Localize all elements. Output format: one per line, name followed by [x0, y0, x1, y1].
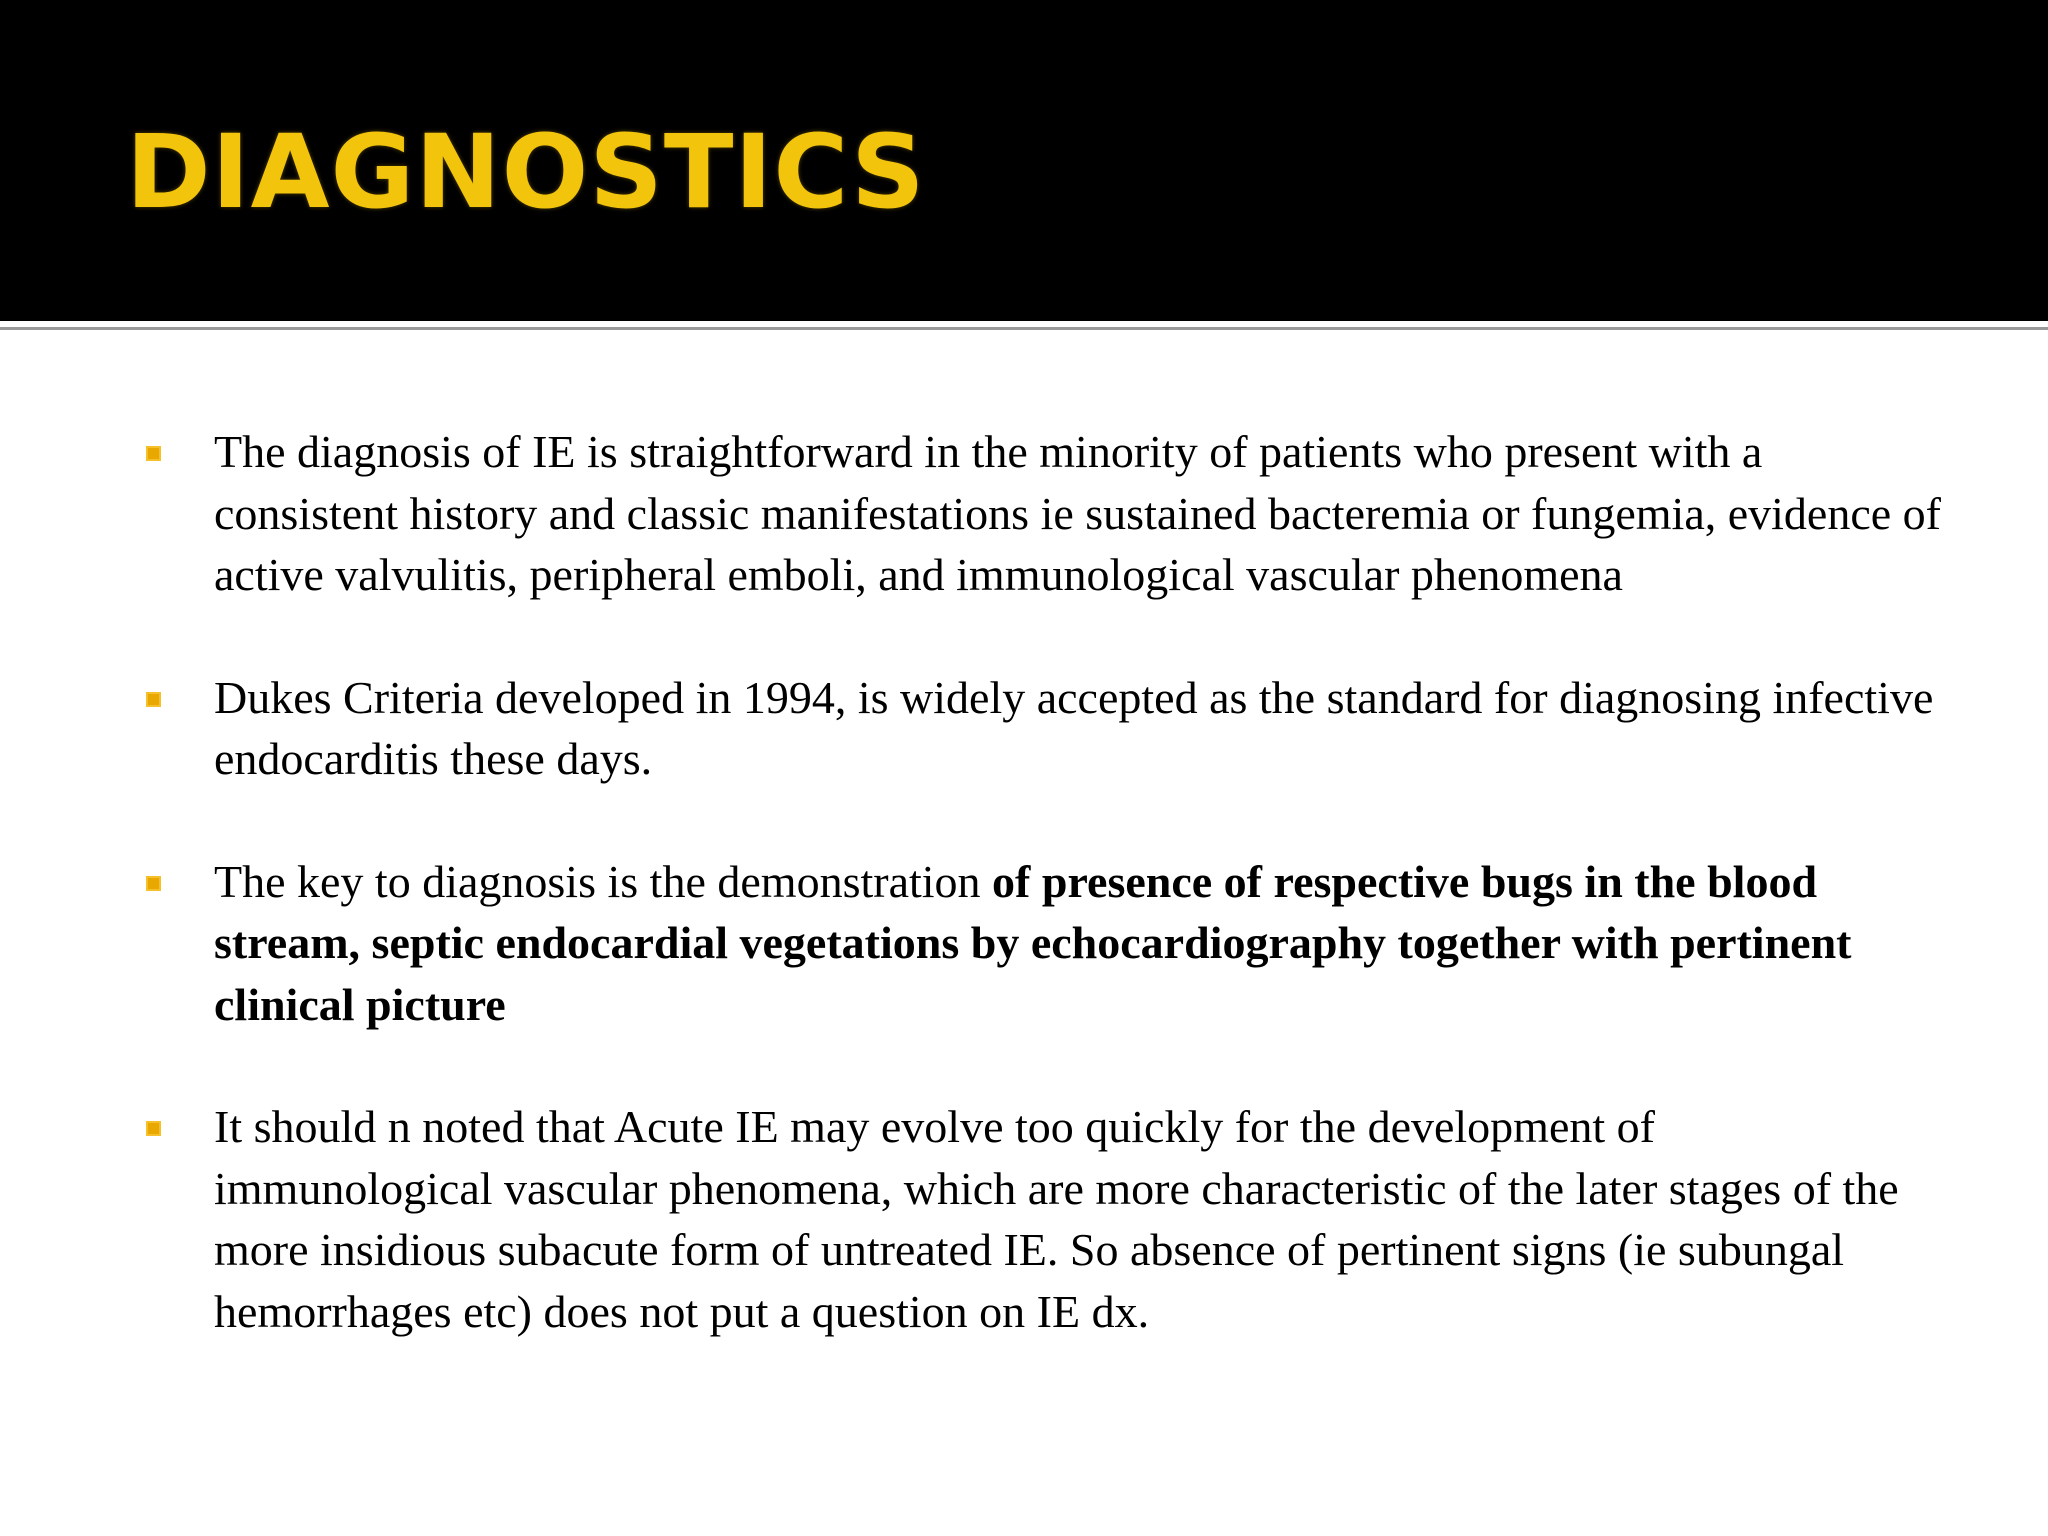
square-bullet-icon [146, 446, 161, 461]
slide-title: DIAGNOSTICS [126, 113, 926, 232]
bullet-text: It should n noted that Acute IE may evolve too quickly for the development of immunological vascular phenomena, which are more characteristic of the later stages of the more insidious subacute form of untreated IE. So absence of pertinent signs (ie subungal hemorrhages etc) does not put a question on IE dx. [214, 1101, 1899, 1337]
square-bullet-icon [146, 876, 161, 891]
title-bar [0, 0, 2048, 321]
header-divider [0, 321, 2048, 333]
bullet-text-emphasis: of presence of respective bugs in the blood stream, septic endocardial vegetations by echocardiography together with pertinent clinical picture [214, 855, 1852, 1030]
square-bullet-icon [146, 692, 161, 707]
bullet-text: The key to diagnosis is the demonstration [214, 855, 993, 907]
bullet-item-key-to-diagnosis [142, 851, 1942, 1036]
bullet-item-dukes-criteria [142, 667, 1942, 790]
square-bullet-icon [146, 1121, 161, 1136]
bullet-list [142, 421, 1942, 1342]
bullet-text: The diagnosis of IE is straightforward in the minority of patients who present with a consistent history and classic manifestations ie sustained bacteremia or fungemia, evidence of active valvulitis, peripheral emboli, and immunological vascular phenomena [214, 426, 1941, 600]
bullet-text: Dukes Criteria developed in 1994, is widely accepted as the standard for diagnosing infective endocarditis these days. [214, 671, 1934, 784]
bullet-item-acute-ie-note [142, 1096, 1942, 1342]
bullet-item-diagnosis-overview [142, 421, 1942, 606]
